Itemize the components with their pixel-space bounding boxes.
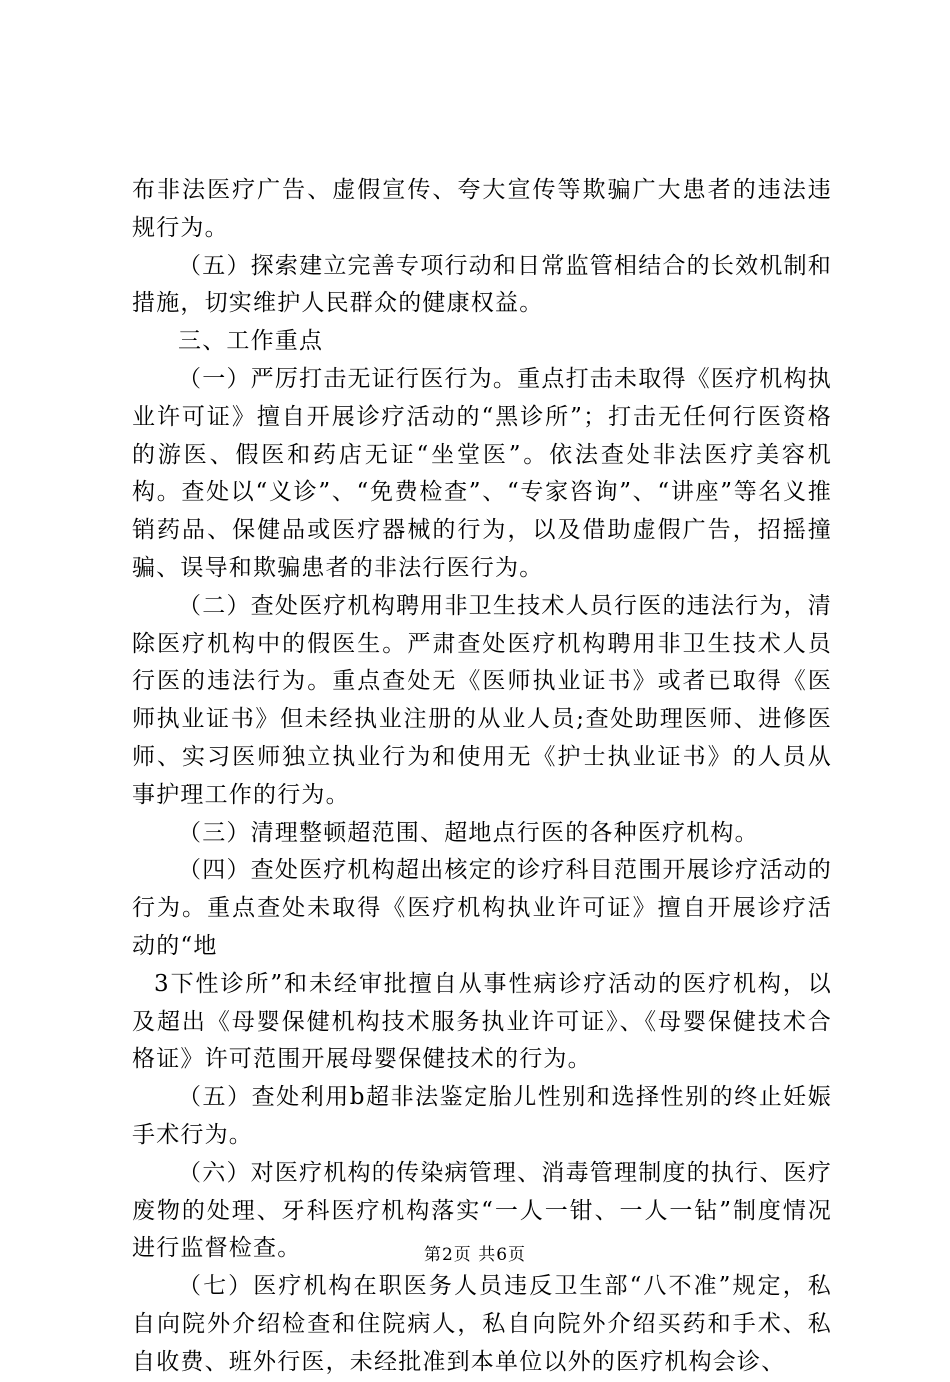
paragraph-6: （四）查处医疗机构超出核定的诊疗科目范围开展诊疗活动的行为。重点查处未取得《医疗机构执业许可证》擅自开展诊疗活动的“地 — [132, 857, 832, 959]
page-number-label: 第2页 共6页 — [423, 1245, 527, 1265]
paragraph-7: 3下性诊所”和未经审批擅自从事性病诊疗活动的医疗机构，以及超出《母婴保健机构技术服务执业许可证》、《母婴保健技术合格证》许可范围开展母婴保健技术的行为。 — [132, 970, 832, 1073]
page-footer — [0, 1240, 950, 1265]
document-body — [132, 172, 832, 1382]
paragraph-4: （二）查处医疗机构聘用非卫生技术人员行医的违法行为，清除医疗机构中的假医生。严肃查处医疗机构聘用非卫生技术人员行医的违法行为。重点查处无《医师执业证书》或者已取得《医师执业证书》但未经执业注册的从业人员;查处助理医师、进修医师、实习医师独立执业行为和使用无《护士执业证书》的人员从事护理工作的行为。 — [132, 592, 832, 808]
paragraph-1: 布非法医疗广告、虚假宣传、夸大宣传等欺骗广大患者的违法违规行为。 — [132, 177, 832, 241]
paragraph-2: （五）探索建立完善专项行动和日常监管相结合的长效机制和措施，切实维护人民群众的健康权益。 — [132, 252, 832, 317]
section-heading: 三、工作重点 — [178, 328, 324, 355]
paragraph-9: （六）对医疗机构的传染病管理、消毒管理制度的执行、医疗废物的处理、牙科医疗机构落实“一人一钳、一人一钻”制度情况进行监督检查。 — [132, 1159, 832, 1262]
paragraph-8: （五）查处利用b超非法鉴定胎儿性别和选择性别的终止妊娠手术行为。 — [132, 1084, 832, 1148]
paragraph-10: （七）医疗机构在职医务人员违反卫生部“八不准”规定，私自向院外介绍检查和住院病人，私自向院外介绍买药和手术、私自收费、班外行医，未经批准到本单位以外的医疗机构会诊、 — [132, 1273, 832, 1375]
paragraph-5: （三）清理整顿超范围、超地点行医的各种医疗机构。 — [178, 819, 759, 846]
paragraph-3: （一）严厉打击无证行医行为。重点打击未取得《医疗机构执业许可证》擅自开展诊疗活动的“黑诊所”；打击无任何行医资格的游医、假医和药店无证“坐堂医”。依法查处非法医疗美容机构。查处以“义诊”、“免费检查”、“专家咨询”、“讲座”等名义推销药品、保健品或医疗器械的行为，以及借助虚假广告，招摇撞骗、误导和欺骗患者的非法行医行为。 — [132, 365, 832, 581]
